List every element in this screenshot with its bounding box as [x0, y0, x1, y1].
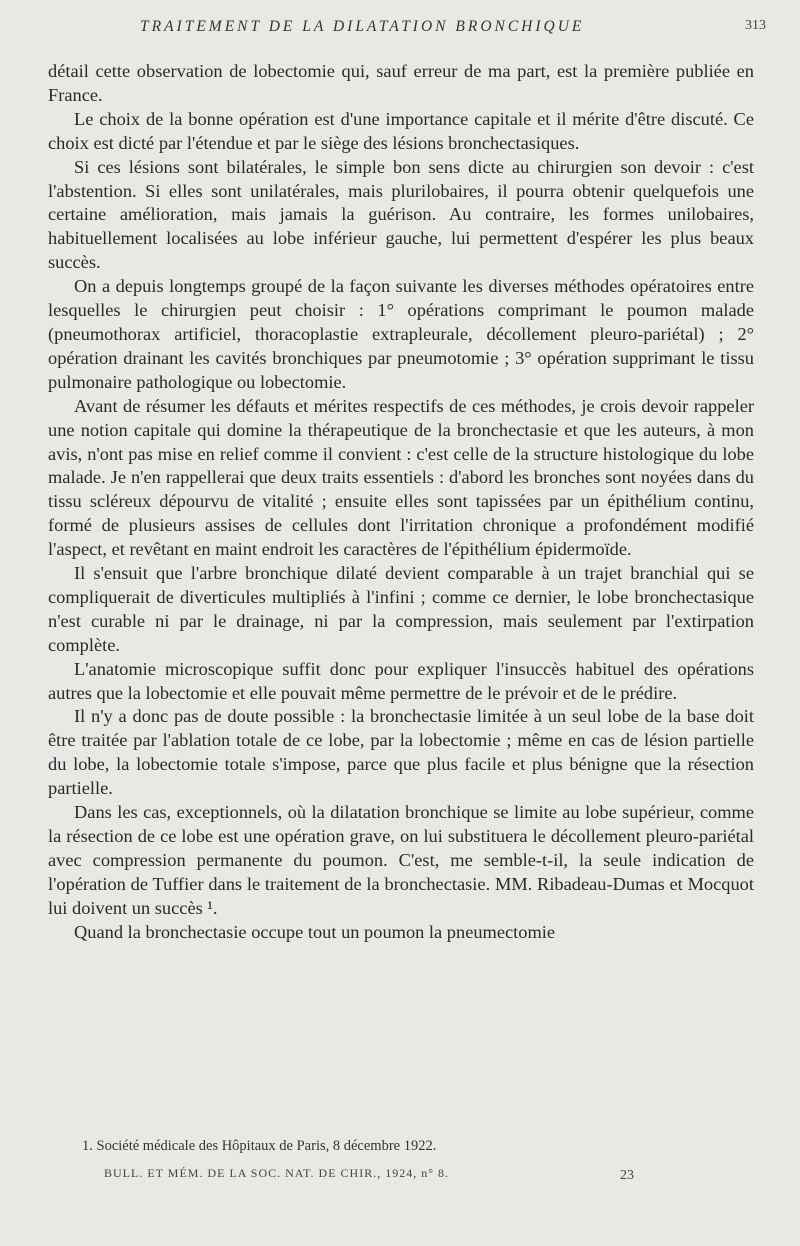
sheet-number: 23 — [620, 1168, 634, 1183]
paragraph: Avant de résumer les défauts et mérites respectifs de ces méthodes, je crois devoir rappeler une notion capitale qui domine la thérapeutique de la bronchectasie et que les auteurs, à mon avis, n'ont pas mise en relief comme il convient : c'est celle de la structure histologique du lobe malade. Je n'en rappellerai que deux traits essentiels : d'abord les bronches sont noyées dans du tissu scléreux dépourvu de vitalité ; ensuite elles sont tapissées par un épithélium continu, formé de plusieurs assises de cellules dont l'irritation chronique a profondément modifié l'aspect, et revêtant en maint endroit les caractères de l'épithélium épidermoïde. — [48, 395, 754, 560]
paragraph: L'anatomie microscopique suffit donc pour expliquer l'insuccès habituel des opérations autres que la lobectomie et elle pouvait même permettre de le prévoir et de le prédire. — [48, 658, 754, 703]
paragraph: détail cette observation de lobectomie qui, sauf erreur de ma part, est la première publiée en France. — [48, 61, 754, 105]
paragraph: Quand la bronchectasie occupe tout un poumon la pneumectomie — [74, 921, 556, 942]
paragraph: Il s'ensuit que l'arbre bronchique dilaté devient comparable à un trajet branchial qui se compliquerait de diverticules multipliés à l'infini ; comme ce dernier, le lobe bronchectasique n'est curable ni par le drainage, ni par la compression, mais seulement par l'extirpation complète. — [48, 563, 754, 655]
body-text — [48, 60, 754, 945]
running-title: TRAITEMENT DE LA DILATATION BRONCHIQUE — [140, 18, 585, 35]
bulletin-reference: BULL. ET MÉM. DE LA SOC. NAT. DE CHIR., 1924, n° 8. — [104, 1166, 450, 1180]
page-number: 313 — [745, 18, 766, 33]
paragraph: Le choix de la bonne opération est d'une importance capitale et il mérite d'être discuté. Ce choix est dicté par l'étendue et par le siège des lésions bronchectasiques. — [48, 108, 754, 153]
paragraph: On a depuis longtemps groupé de la façon suivante les diverses méthodes opératoires entre lesquelles le chirurgien peut choisir : 1° opérations comprimant le poumon malade (pneumothorax artificiel, thoracoplastie extrapleurale, décollement pleuro-pariétal) ; 2° opération drainant les cavités bronchiques par pneumotomie ; 3° opération supprimant le tissu pulmonaire pathologique ou lobectomie. — [48, 276, 754, 392]
paragraph: Il n'y a donc pas de doute possible : la bronchectasie limitée à un seul lobe de la base doit être traitée par l'ablation totale de ce lobe, par la lobectomie ; même en cas de lésion partielle du lobe, la lobectomie totale s'impose, parce que plus facile et plus bénigne que la résection partielle. — [48, 706, 754, 799]
page-header — [40, 18, 770, 40]
footnote: 1. Société médicale des Hôpitaux de Paris, 8 décembre 1922. — [82, 1138, 437, 1154]
paragraph: Si ces lésions sont bilatérales, le simple bon sens dicte au chirurgien son devoir : c'est l'abstention. Si elles sont unilatérales, mais plurilobaires, il pourra obtenir quelquefois une certaine amélioration, mais jamais la guérison. Au contraire, les formes unilobaires, habituellement localisées au lobe inférieur gauche, lui permettent d'espérer les plus beaux succès. — [48, 156, 754, 273]
paragraph: Dans les cas, exceptionnels, où la dilatation bronchique se limite au lobe supérieur, comme la résection de ce lobe est une opération grave, on lui substituera le décollement pleuro-pariétal avec compression permanente du poumon. C'est, me semble-t-il, la seule indication de l'opération de Tuffier dans le traitement de la bronchectasie. MM. Ribadeau-Dumas et Mocquot lui doivent un succès ¹. — [48, 802, 754, 918]
